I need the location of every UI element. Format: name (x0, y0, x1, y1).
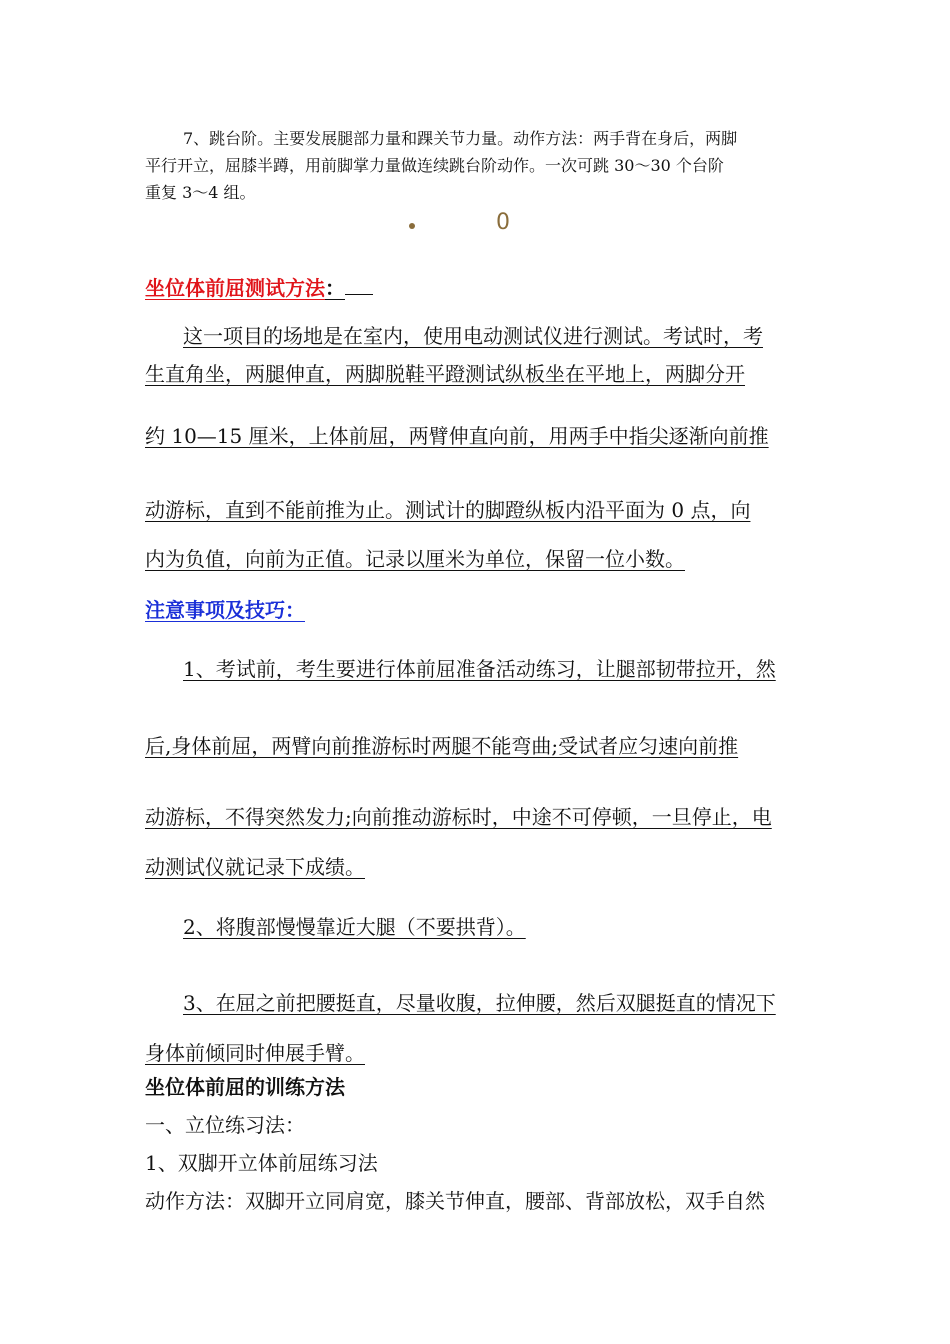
heading-underline-trail (345, 293, 373, 295)
section1-heading: 坐位体前屈测试方法 (145, 276, 325, 300)
tip2-line: 2、将腹部慢慢靠近大腿（不要拱背）。 (183, 915, 526, 939)
section2-heading: 注意事项及技巧： (145, 598, 305, 622)
tip1-line-4: 动测试仪就记录下成绩。 (145, 855, 365, 879)
section3-heading: 坐位体前屈的训练方法 (145, 1075, 345, 1099)
tip1-line-1: 1、考试前，考生要进行体前屈准备活动练习，让腿部韧带拉开，然 (183, 657, 776, 681)
section1-line-4: 动游标，直到不能前推为止。测试计的脚蹬纵板内沿平面为 0 点，向 (145, 498, 751, 522)
intro-line-3: 重复 3～4 组。 (145, 183, 256, 202)
section1-line-1: 这一项目的场地是在室内，使用电动测试仪进行测试。考试时，考 (183, 324, 763, 348)
intro-line-1: 7、跳台阶。主要发展腿部力量和踝关节力量。动作方法：两手背在身后，两脚 (183, 129, 738, 148)
section1-heading-row (145, 272, 373, 301)
bullet-dot-icon (409, 223, 415, 229)
section1-heading-colon: ： (325, 276, 345, 300)
bullet-value: 0 (496, 210, 510, 235)
intro-line-2: 平行开立，屈膝半蹲，用前脚掌力量做连续跳台阶动作。一次可跳 30～30 个台阶 (145, 156, 724, 175)
tip3-line-1: 3、在屈之前把腰挺直，尽量收腹，拉伸腰，然后双腿挺直的情况下 (183, 991, 776, 1015)
section1-line-5: 内为负值，向前为正值。记录以厘米为单位，保留一位小数。 (145, 547, 685, 571)
section3-sub2: 1、双脚开立体前屈练习法 (145, 1151, 378, 1175)
section3-text1: 动作方法：双脚开立同肩宽，膝关节伸直，腰部、背部放松，双手自然 (145, 1189, 765, 1213)
section3-sub1: 一、立位练习法： (145, 1113, 305, 1137)
tip1-line-3: 动游标，不得突然发力;向前推动游标时，中途不可停顿，一旦停止，电 (145, 805, 772, 829)
section1-line-2: 生直角坐，两腿伸直，两脚脱鞋平蹬测试纵板坐在平地上，两脚分开 (145, 362, 745, 386)
section1-line-3: 约 10—15 厘米，上体前屈，两臂伸直向前，用两手中指尖逐渐向前推 (145, 424, 769, 448)
tip3-line-2: 身体前倾同时伸展手臂。 (145, 1041, 365, 1065)
tip1-line-2: 后,身体前屈，两臂向前推游标时两腿不能弯曲;受试者应匀速向前推 (145, 734, 739, 758)
